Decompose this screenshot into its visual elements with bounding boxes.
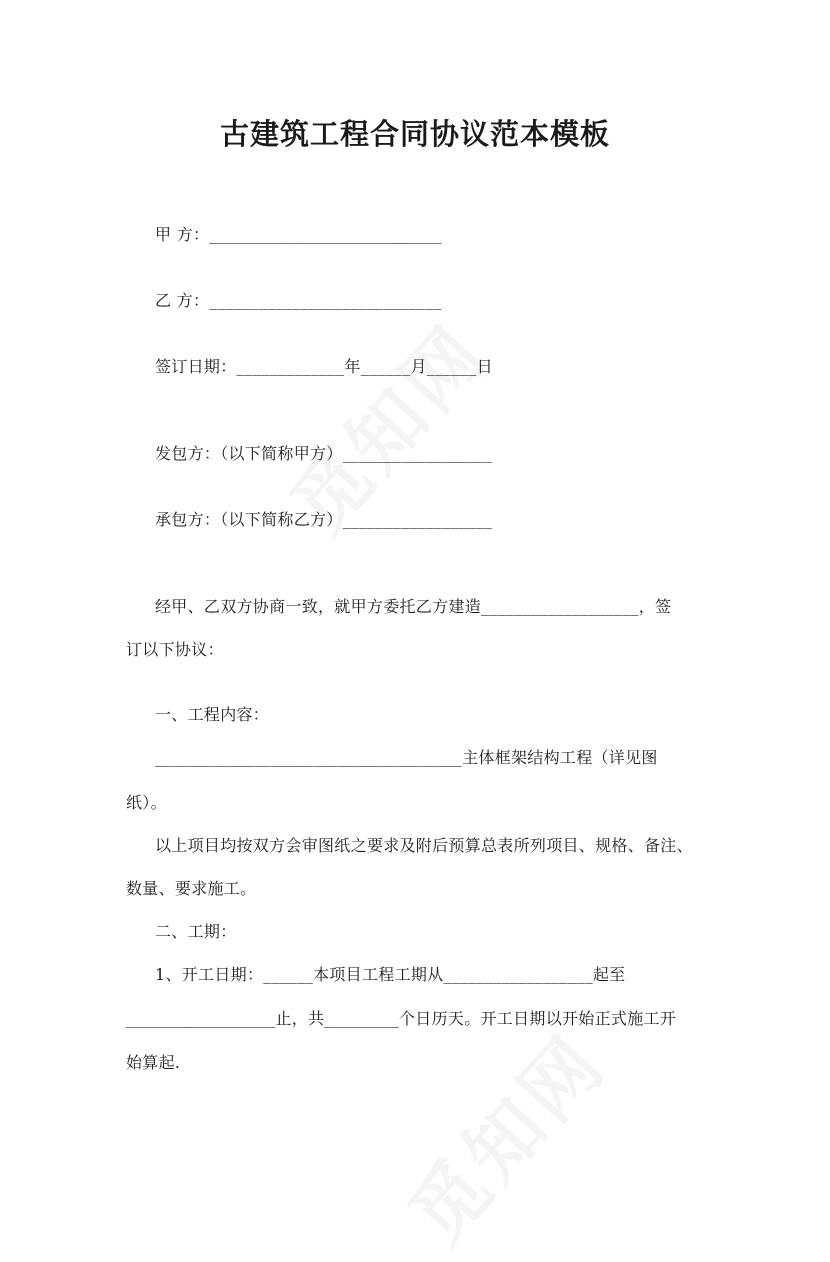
section1-paragraph-line1: 以上项目均按双方会审图纸之要求及附后预算总表所列项目、规格、备注、 <box>155 836 693 855</box>
receiver-line: 承包方：（以下简称乙方）__________________ <box>155 510 492 529</box>
watermark <box>380 1007 626 1262</box>
intro-paragraph-line2: 订以下协议： <box>126 640 224 659</box>
section2-item1-line2: __________________止，共_________个日历天。开工日期以开始正式施工开 <box>126 1009 677 1028</box>
section2-item1-line1: 1、开工日期：______本项目工程工期从__________________起至 <box>155 965 626 984</box>
section2-heading: 二、工期： <box>155 922 237 941</box>
party-a-line: 甲 方：____________________________ <box>155 225 442 244</box>
document-title: 古建筑工程合同协议范本模板 <box>219 117 610 151</box>
section1-heading: 一、工程内容： <box>155 705 270 724</box>
sign-date-line: 签订日期：_____________年______月______日 <box>155 357 493 376</box>
section2-item1-line3: 始算起. <box>126 1053 181 1072</box>
intro-paragraph-line1: 经甲、乙双方协商一致，就甲方委托乙方建造___________________，签 <box>155 597 672 616</box>
section1-paragraph-line2: 数量、要求施工。 <box>126 879 257 898</box>
issuer-line: 发包方：（以下简称甲方）__________________ <box>155 444 492 463</box>
section1-line1: _____________________________________主体框架结构工程（详见图 <box>155 748 658 767</box>
party-b-line: 乙 方：____________________________ <box>155 291 442 310</box>
section1-line2: 纸）。 <box>126 793 167 812</box>
